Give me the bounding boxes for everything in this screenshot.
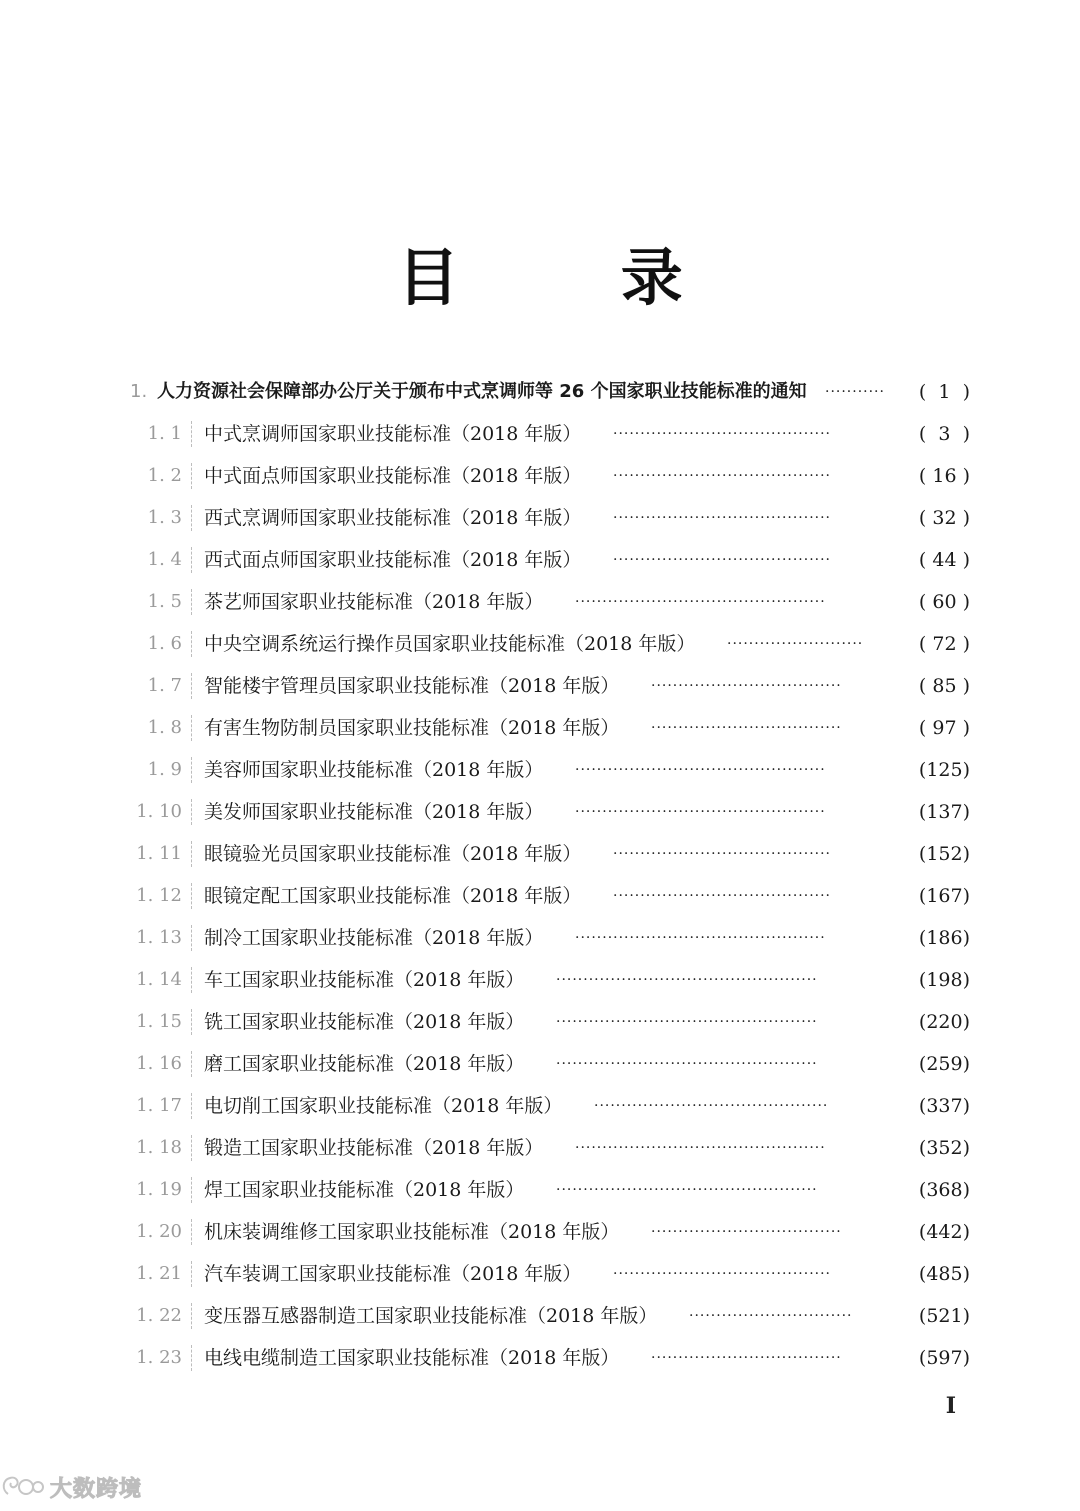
watermark-logo-icon — [0, 1472, 44, 1502]
toc-entry-divider — [191, 841, 192, 867]
toc-entry-divider — [191, 1051, 192, 1077]
toc-entry[interactable] — [0, 1001, 1080, 1043]
watermark-text: 大数跨境 — [50, 1476, 143, 1502]
toc-entry[interactable] — [0, 1211, 1080, 1253]
toc-entry-number: 1. 14 — [136, 969, 182, 990]
toc-entry-number: 1. 6 — [147, 633, 182, 654]
toc-entry-leader: ················································ — [556, 1056, 818, 1072]
toc-entry-title: 机床装调维修工国家职业技能标准（2018 年版） — [204, 1221, 620, 1243]
toc-entry-leader: ··········································· — [594, 1098, 829, 1114]
toc-entry[interactable] — [0, 623, 1080, 665]
toc-entry-leader: ········································ — [613, 846, 832, 862]
toc-entry-number: 1. 9 — [147, 759, 182, 780]
toc-entry-title: 眼镜定配工国家职业技能标准（2018 年版） — [204, 885, 582, 907]
toc-entry-divider — [191, 1093, 192, 1119]
toc-entry-divider — [191, 1345, 192, 1371]
toc-entry-leader: ········································ — [613, 888, 832, 904]
toc-entry[interactable] — [0, 791, 1080, 833]
toc-entry[interactable] — [0, 833, 1080, 875]
table-of-contents — [0, 371, 1080, 1379]
toc-entry-title: 铣工国家职业技能标准（2018 年版） — [204, 1011, 525, 1033]
toc-entry-page: ( 60 ) — [918, 591, 970, 613]
toc-entry-leader: ··································· — [651, 1224, 842, 1240]
toc-entry-leader: ················································ — [556, 1014, 818, 1030]
toc-entry-divider — [191, 799, 192, 825]
toc-entry-page: (442) — [918, 1221, 970, 1243]
toc-entry-page: (597) — [918, 1347, 970, 1369]
toc-entry-title: 电切削工国家职业技能标准（2018 年版） — [204, 1095, 563, 1117]
toc-entry-page: (167) — [918, 885, 970, 907]
toc-entry-title: 焊工国家职业技能标准（2018 年版） — [204, 1179, 525, 1201]
toc-entry-title: 制冷工国家职业技能标准（2018 年版） — [204, 927, 544, 949]
toc-entry[interactable] — [0, 1043, 1080, 1085]
toc-entry-number: 1. 13 — [136, 927, 182, 948]
toc-entry-page: (198) — [918, 969, 970, 991]
toc-entry-number: 1. 22 — [136, 1305, 182, 1326]
toc-entry-divider — [191, 1219, 192, 1245]
toc-entry-leader: ········································ — [613, 1266, 832, 1282]
toc-entry-title: 眼镜验光员国家职业技能标准（2018 年版） — [204, 843, 582, 865]
toc-entry-number: 1. 4 — [147, 549, 182, 570]
toc-entry-divider — [191, 967, 192, 993]
toc-entry-number: 1. 21 — [136, 1263, 182, 1284]
toc-entry[interactable] — [0, 581, 1080, 623]
toc-entry-number: 1. 5 — [147, 591, 182, 612]
toc-entry-divider — [191, 715, 192, 741]
toc-entry-divider — [191, 1303, 192, 1329]
watermark — [0, 1470, 142, 1504]
toc-entry-divider — [191, 505, 192, 531]
toc-entry-page: (259) — [918, 1053, 970, 1075]
toc-entry-divider — [191, 883, 192, 909]
toc-entry-number: 1. 8 — [147, 717, 182, 738]
toc-entry[interactable] — [0, 1085, 1080, 1127]
toc-entry-leader: ·············································· — [575, 762, 826, 778]
toc-entry-leader: ··································· — [651, 1350, 842, 1366]
toc-entry-title: 人力资源社会保障部办公厅关于颁布中式烹调师等 26 个国家职业技能标准的通知 — [157, 381, 807, 402]
toc-entry-title: 中央空调系统运行操作员国家职业技能标准（2018 年版） — [204, 633, 696, 655]
toc-entry-page: (352) — [918, 1137, 970, 1159]
toc-entry-page: ( 32 ) — [918, 507, 970, 529]
toc-entry-divider — [191, 589, 192, 615]
toc-entry-leader: ········································ — [613, 510, 832, 526]
toc-entry-page: (152) — [918, 843, 970, 865]
toc-entry-leader: ·············································· — [575, 1140, 826, 1156]
toc-entry-page: ( 16 ) — [918, 465, 970, 487]
toc-entry-number: 1. 17 — [136, 1095, 182, 1116]
toc-entry-leader: ··································· — [651, 678, 842, 694]
toc-entry-divider — [191, 1135, 192, 1161]
toc-entry[interactable] — [0, 1295, 1080, 1337]
toc-entry-leader: ··········· — [825, 384, 885, 400]
toc-entry[interactable] — [0, 497, 1080, 539]
toc-entry-number: 1. 18 — [136, 1137, 182, 1158]
toc-entry-number: 1. 10 — [136, 801, 182, 822]
toc-entry[interactable] — [0, 749, 1080, 791]
page-folio: I — [945, 1393, 956, 1419]
toc-entry-title: 锻造工国家职业技能标准（2018 年版） — [204, 1137, 544, 1159]
toc-entry-leader: ························· — [727, 636, 864, 652]
toc-entry-title: 变压器互感器制造工国家职业技能标准（2018 年版） — [204, 1305, 658, 1327]
toc-entry-leader: ·············································· — [575, 930, 826, 946]
toc-entry-number: 1. 16 — [136, 1053, 182, 1074]
toc-entry-page: (337) — [918, 1095, 970, 1117]
toc-entry-divider — [191, 673, 192, 699]
toc-entry[interactable] — [0, 707, 1080, 749]
toc-entry-number: 1. 15 — [136, 1011, 182, 1032]
toc-entry-number: 1. 2 — [147, 465, 182, 486]
toc-entry-page: ( 72 ) — [918, 633, 970, 655]
toc-entry-leader: ··································· — [651, 720, 842, 736]
toc-entry-leader: ······························ — [689, 1308, 853, 1324]
toc-entry-title: 西式烹调师国家职业技能标准（2018 年版） — [204, 507, 582, 529]
toc-entry-title: 智能楼宇管理员国家职业技能标准（2018 年版） — [204, 675, 620, 697]
toc-entry-leader: ········································ — [613, 426, 832, 442]
toc-entry-divider — [191, 631, 192, 657]
toc-entry-divider — [191, 1261, 192, 1287]
toc-entry[interactable] — [0, 1169, 1080, 1211]
toc-entry-page: (125) — [918, 759, 970, 781]
toc-entry-divider — [191, 463, 192, 489]
toc-entry-title: 中式面点师国家职业技能标准（2018 年版） — [204, 465, 582, 487]
toc-entry-page: (186) — [918, 927, 970, 949]
toc-entry-page: (521) — [918, 1305, 970, 1327]
toc-entry-number: 1. 20 — [136, 1221, 182, 1242]
toc-entry[interactable] — [0, 665, 1080, 707]
toc-entry-page: ( 85 ) — [918, 675, 970, 697]
toc-entry-divider — [191, 757, 192, 783]
toc-entry[interactable] — [0, 1127, 1080, 1169]
toc-entry-title: 西式面点师国家职业技能标准（2018 年版） — [204, 549, 582, 571]
toc-entry-number: 1. 3 — [147, 507, 182, 528]
toc-entry-title: 磨工国家职业技能标准（2018 年版） — [204, 1053, 525, 1075]
toc-entry-divider — [191, 547, 192, 573]
toc-entry-divider — [191, 925, 192, 951]
toc-entry[interactable] — [0, 455, 1080, 497]
toc-entry-number: 1. — [130, 381, 148, 402]
toc-entry-page: ( 1 ) — [918, 381, 970, 403]
toc-entry-leader: ·············································· — [575, 804, 826, 820]
toc-entry[interactable] — [0, 1253, 1080, 1295]
toc-entry[interactable] — [0, 917, 1080, 959]
toc-entry-page: ( 3 ) — [918, 423, 970, 445]
toc-entry-number: 1. 12 — [136, 885, 182, 906]
toc-entry-title: 中式烹调师国家职业技能标准（2018 年版） — [204, 423, 582, 445]
toc-entry-page: (368) — [918, 1179, 970, 1201]
toc-entry-number: 1. 23 — [136, 1347, 182, 1368]
toc-entry-title: 有害生物防制员国家职业技能标准（2018 年版） — [204, 717, 620, 739]
toc-entry[interactable] — [0, 413, 1080, 455]
toc-entry-page: (485) — [918, 1263, 970, 1285]
toc-entry-leader: ········································ — [613, 552, 832, 568]
toc-entry-title: 茶艺师国家职业技能标准（2018 年版） — [204, 591, 544, 613]
toc-entry-page: (137) — [918, 801, 970, 823]
toc-entry-number: 1. 7 — [147, 675, 182, 696]
toc-entry[interactable] — [0, 1337, 1080, 1379]
toc-entry-leader: ·············································· — [575, 594, 826, 610]
toc-entry[interactable] — [0, 539, 1080, 581]
toc-entry-leader: ········································ — [613, 468, 832, 484]
toc-entry-page: ( 97 ) — [918, 717, 970, 739]
toc-entry-title: 电线电缆制造工国家职业技能标准（2018 年版） — [204, 1347, 620, 1369]
toc-entry-divider — [191, 1009, 192, 1035]
toc-entry-title: 车工国家职业技能标准（2018 年版） — [204, 969, 525, 991]
toc-entry-number: 1. 1 — [147, 423, 182, 444]
toc-entry-page: ( 44 ) — [918, 549, 970, 571]
toc-entry[interactable] — [0, 371, 1080, 413]
toc-entry-leader: ················································ — [556, 1182, 818, 1198]
toc-entry-number: 1. 19 — [136, 1179, 182, 1200]
toc-entry-title: 汽车装调工国家职业技能标准（2018 年版） — [204, 1263, 582, 1285]
toc-entry-page: (220) — [918, 1011, 970, 1033]
toc-entry-divider — [191, 1177, 192, 1203]
toc-entry-title: 美容师国家职业技能标准（2018 年版） — [204, 759, 544, 781]
toc-entry-divider — [191, 421, 192, 447]
toc-entry-leader: ················································ — [556, 972, 818, 988]
toc-entry[interactable] — [0, 875, 1080, 917]
toc-entry-number: 1. 11 — [136, 843, 182, 864]
toc-entry[interactable] — [0, 959, 1080, 1001]
page-title: 目 录 — [397, 241, 753, 314]
toc-entry-title: 美发师国家职业技能标准（2018 年版） — [204, 801, 544, 823]
